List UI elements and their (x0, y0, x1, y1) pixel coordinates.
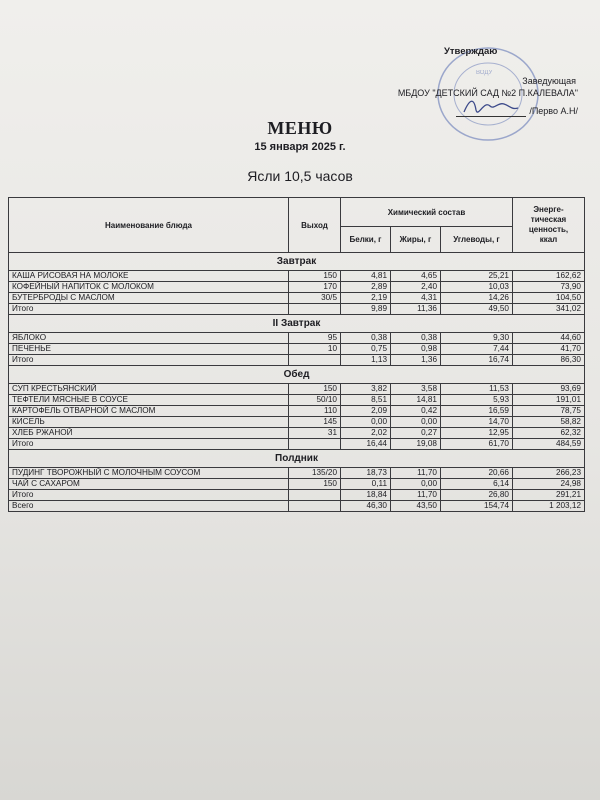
signature-icon (460, 96, 520, 118)
dish-protein: 0,11 (341, 479, 391, 490)
menu-body (9, 253, 585, 512)
dish-protein: 0,38 (341, 333, 391, 344)
dish-fat: 0,98 (391, 344, 441, 355)
table-row (9, 384, 585, 395)
dish-protein: 0,75 (341, 344, 391, 355)
total-protein: 18,84 (341, 490, 391, 501)
total-row (9, 304, 585, 315)
dish-yield: 110 (289, 406, 341, 417)
total-yield (289, 304, 341, 315)
dish-yield: 10 (289, 344, 341, 355)
header-carbs: Углеводы, г (441, 227, 513, 253)
total-carbs: 49,50 (441, 304, 513, 315)
total-carbs: 16,74 (441, 355, 513, 366)
section-header (9, 366, 585, 384)
dish-carbs: 7,44 (441, 344, 513, 355)
dish-yield: 31 (289, 428, 341, 439)
dish-fat: 14,81 (391, 395, 441, 406)
table-row (9, 428, 585, 439)
total-yield (289, 355, 341, 366)
dish-protein: 0,00 (341, 417, 391, 428)
table-row (9, 293, 585, 304)
dish-name: БУТЕРБРОДЫ С МАСЛОМ (9, 293, 289, 304)
dish-kcal: 62,32 (513, 428, 585, 439)
dish-kcal: 78,75 (513, 406, 585, 417)
dish-name: ЯБЛОКО (9, 333, 289, 344)
dish-yield: 150 (289, 271, 341, 282)
dish-yield: 50/10 (289, 395, 341, 406)
dish-fat: 11,70 (391, 468, 441, 479)
total-fat: 1,36 (391, 355, 441, 366)
dish-protein: 8,51 (341, 395, 391, 406)
dish-carbs: 11,53 (441, 384, 513, 395)
dish-name: ТЕФТЕЛИ МЯСНЫЕ В СОУСЕ (9, 395, 289, 406)
dish-yield: 145 (289, 417, 341, 428)
menu-date: 15 января 2025 г. (254, 141, 346, 153)
header-chem: Химический состав (341, 198, 513, 227)
section-title: Обед (9, 366, 585, 384)
section-title: Завтрак (9, 253, 585, 271)
dish-name: КИСЕЛЬ (9, 417, 289, 428)
grand-total-protein: 46,30 (341, 501, 391, 512)
total-fat: 11,36 (391, 304, 441, 315)
dish-name: ПУДИНГ ТВОРОЖНЫЙ С МОЛОЧНЫМ СОУСОМ (9, 468, 289, 479)
section-header (9, 315, 585, 333)
total-protein: 16,44 (341, 439, 391, 450)
group-label: Ясли 10,5 часов (247, 168, 353, 184)
section-header (9, 450, 585, 468)
header-fat: Жиры, г (391, 227, 441, 253)
grand-total-kcal: 1 203,12 (513, 501, 585, 512)
dish-fat: 0,00 (391, 417, 441, 428)
svg-text:ВОДУ: ВОДУ (476, 70, 493, 76)
grand-total-fat: 43,50 (391, 501, 441, 512)
table-row (9, 417, 585, 428)
dish-kcal: 104,50 (513, 293, 585, 304)
signature-line (456, 116, 526, 117)
dish-kcal: 73,90 (513, 282, 585, 293)
total-kcal: 341,02 (513, 304, 585, 315)
dish-protein: 3,82 (341, 384, 391, 395)
dish-carbs: 6,14 (441, 479, 513, 490)
dish-kcal: 191,01 (513, 395, 585, 406)
dish-kcal: 93,69 (513, 384, 585, 395)
dish-protein: 4,81 (341, 271, 391, 282)
dish-carbs: 5,93 (441, 395, 513, 406)
dish-name: ХЛЕБ РЖАНОЙ (9, 428, 289, 439)
section-header (9, 253, 585, 271)
total-kcal: 484,59 (513, 439, 585, 450)
total-protein: 9,89 (341, 304, 391, 315)
dish-yield: 135/20 (289, 468, 341, 479)
organization-name: МБДОУ "ДЕТСКИЙ САД №2 П.КАЛЕВАЛА" (397, 88, 578, 98)
grand-total-label: Всего (9, 501, 289, 512)
header-dish: Наименование блюда (9, 198, 289, 253)
dish-name: ЧАЙ С САХАРОМ (9, 479, 289, 490)
dish-kcal: 44,60 (513, 333, 585, 344)
total-yield (289, 490, 341, 501)
total-yield (289, 439, 341, 450)
total-row (9, 355, 585, 366)
total-fat: 11,70 (391, 490, 441, 501)
section-title: II Завтрак (9, 315, 585, 333)
dish-fat: 0,38 (391, 333, 441, 344)
dish-name: СУП КРЕСТЬЯНСКИЙ (9, 384, 289, 395)
total-label: Итого (9, 355, 289, 366)
dish-carbs: 9,30 (441, 333, 513, 344)
dish-protein: 2,09 (341, 406, 391, 417)
dish-yield: 150 (289, 384, 341, 395)
dish-carbs: 25,21 (441, 271, 513, 282)
total-row (9, 490, 585, 501)
dish-protein: 2,89 (341, 282, 391, 293)
dish-carbs: 14,26 (441, 293, 513, 304)
dish-fat: 0,42 (391, 406, 441, 417)
menu-table (8, 197, 585, 512)
dish-name: КАРТОФЕЛЬ ОТВАРНОЙ С МАСЛОМ (9, 406, 289, 417)
approver-position: Заведующая (522, 76, 576, 86)
dish-protein: 2,19 (341, 293, 391, 304)
dish-carbs: 12,95 (441, 428, 513, 439)
total-kcal: 86,30 (513, 355, 585, 366)
total-label: Итого (9, 304, 289, 315)
dish-kcal: 41,70 (513, 344, 585, 355)
dish-carbs: 14,70 (441, 417, 513, 428)
total-kcal: 291,21 (513, 490, 585, 501)
table-row (9, 406, 585, 417)
page-title: МЕНЮ (267, 118, 333, 138)
header-protein: Белки, г (341, 227, 391, 253)
dish-yield: 30/5 (289, 293, 341, 304)
dish-kcal: 58,82 (513, 417, 585, 428)
dish-fat: 2,40 (391, 282, 441, 293)
dish-fat: 3,58 (391, 384, 441, 395)
grand-total-yield (289, 501, 341, 512)
table-row (9, 344, 585, 355)
dish-carbs: 20,66 (441, 468, 513, 479)
dish-yield: 170 (289, 282, 341, 293)
dish-yield: 150 (289, 479, 341, 490)
table-row (9, 479, 585, 490)
table-row (9, 282, 585, 293)
total-row (9, 439, 585, 450)
grand-total-row (9, 501, 585, 512)
table-row (9, 333, 585, 344)
dish-name: ПЕЧЕНЬЕ (9, 344, 289, 355)
table-row (9, 468, 585, 479)
approver-name: /Перво А.Н/ (529, 106, 578, 116)
dish-name: КОФЕЙНЫЙ НАПИТОК С МОЛОКОМ (9, 282, 289, 293)
dish-name: КАША РИСОВАЯ НА МОЛОКЕ (9, 271, 289, 282)
table-row (9, 395, 585, 406)
dish-yield: 95 (289, 333, 341, 344)
dish-fat: 0,00 (391, 479, 441, 490)
dish-kcal: 24,98 (513, 479, 585, 490)
dish-fat: 4,31 (391, 293, 441, 304)
dish-protein: 18,73 (341, 468, 391, 479)
dish-carbs: 16,59 (441, 406, 513, 417)
total-carbs: 61,70 (441, 439, 513, 450)
total-label: Итого (9, 439, 289, 450)
dish-kcal: 162,62 (513, 271, 585, 282)
table-row (9, 271, 585, 282)
header-yield: Выход (289, 198, 341, 253)
total-protein: 1,13 (341, 355, 391, 366)
header-energy: Энерге- тическая ценность, ккал (513, 198, 585, 253)
total-carbs: 26,80 (441, 490, 513, 501)
dish-protein: 2,02 (341, 428, 391, 439)
total-label: Итого (9, 490, 289, 501)
total-fat: 19,08 (391, 439, 441, 450)
grand-total-carbs: 154,74 (441, 501, 513, 512)
section-title: Полдник (9, 450, 585, 468)
dish-carbs: 10,03 (441, 282, 513, 293)
approve-label: Утверждаю (444, 46, 498, 57)
dish-fat: 4,65 (391, 271, 441, 282)
dish-kcal: 266,23 (513, 468, 585, 479)
dish-fat: 0,27 (391, 428, 441, 439)
